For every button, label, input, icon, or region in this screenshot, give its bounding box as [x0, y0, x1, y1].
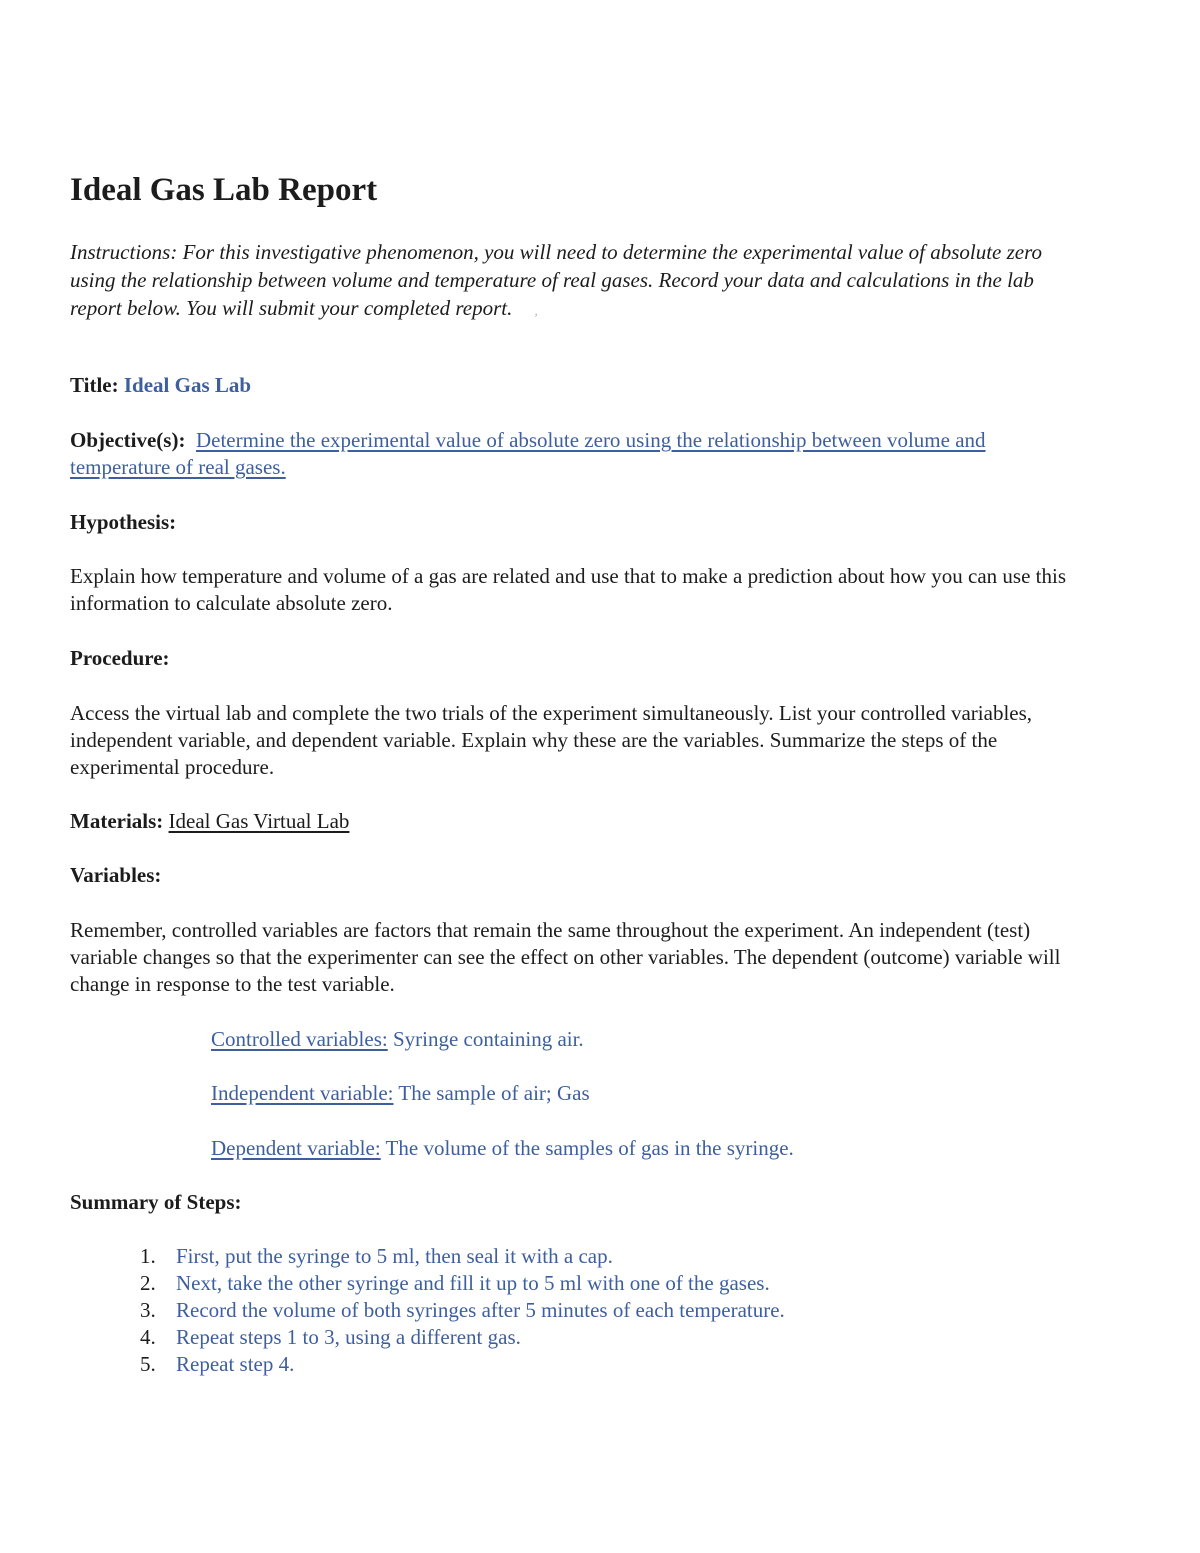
title-label: Title:	[70, 373, 119, 397]
independent-variable-label: Independent variable:	[211, 1081, 394, 1105]
dependent-variable-label: Dependent variable:	[211, 1136, 381, 1160]
edit-marker: ,	[534, 304, 538, 319]
hypothesis-text: Explain how temperature and volume of a gas are related and use that to make a prediction about how you can use this information to calculate absolute zero.	[70, 564, 1067, 615]
step-number: 1.	[140, 1244, 156, 1268]
step-text: First, put the syringe to 5 ml, then seal it with a cap.	[176, 1244, 613, 1268]
list-item	[70, 1324, 1070, 1351]
list-item	[70, 1297, 1070, 1324]
controlled-variables	[211, 1026, 1071, 1053]
summary-steps-list	[70, 1243, 1070, 1378]
step-number: 5.	[140, 1352, 156, 1376]
controlled-variables-label: Controlled variables:	[211, 1027, 388, 1051]
document-title: Ideal Gas Lab Report	[70, 172, 378, 208]
title-value: Ideal Gas Lab	[123, 373, 252, 397]
step-number: 4.	[140, 1325, 156, 1349]
instructions-text: Instructions: For this investigative phenomenon, you will need to determine the experimental value of absolute zero using the relationship between volume and temperature of real gases. Record your data and calculations in the lab report below. You will submit your completed report.	[70, 240, 1043, 320]
dependent-variable	[211, 1135, 1071, 1162]
hypothesis-heading: Hypothesis:	[70, 510, 177, 534]
materials-field	[70, 808, 1070, 835]
objective-label: Objective(s):	[70, 428, 186, 452]
materials-value: Ideal Gas Virtual Lab	[168, 809, 350, 833]
list-item	[70, 1243, 1070, 1270]
objective-value: Determine the experimental value of absolute zero using the relationship between volume and temperature of real gases.	[70, 428, 986, 479]
step-number: 3.	[140, 1298, 156, 1322]
step-text: Repeat steps 1 to 3, using a different gas.	[176, 1325, 521, 1349]
variables-heading: Variables:	[70, 863, 162, 887]
dependent-variable-value: The volume of the samples of gas in the syringe.	[385, 1136, 794, 1160]
procedure-text: Access the virtual lab and complete the two trials of the experiment simultaneously. List your controlled variables, independent variable, and dependent variable. Explain why these are the variables. Summarize the steps of the experimental procedure.	[70, 701, 1033, 779]
materials-label: Materials:	[70, 809, 164, 833]
variables-text: Remember, controlled variables are factors that remain the same throughout the experiment. An independent (test) variable changes so that the experimenter can see the effect on other variables. The dependent (outcome) variable will change in response to the test variable.	[70, 918, 1061, 996]
independent-variable-value: The sample of air; Gas	[398, 1081, 590, 1105]
procedure-heading: Procedure:	[70, 646, 170, 670]
step-text: Next, take the other syringe and fill it up to 5 ml with one of the gases.	[176, 1271, 770, 1295]
controlled-variables-value: Syringe containing air.	[392, 1027, 584, 1051]
step-text: Repeat step 4.	[176, 1352, 295, 1376]
step-number: 2.	[140, 1271, 156, 1295]
list-item	[70, 1270, 1070, 1297]
title-field	[70, 372, 1070, 399]
instructions-paragraph	[70, 238, 1070, 326]
objective-field	[70, 427, 1070, 481]
summary-heading: Summary of Steps:	[70, 1190, 242, 1214]
step-text: Record the volume of both syringes after 5 minutes of each temperature.	[176, 1298, 785, 1322]
independent-variable	[211, 1080, 1071, 1107]
list-item	[70, 1351, 1070, 1378]
